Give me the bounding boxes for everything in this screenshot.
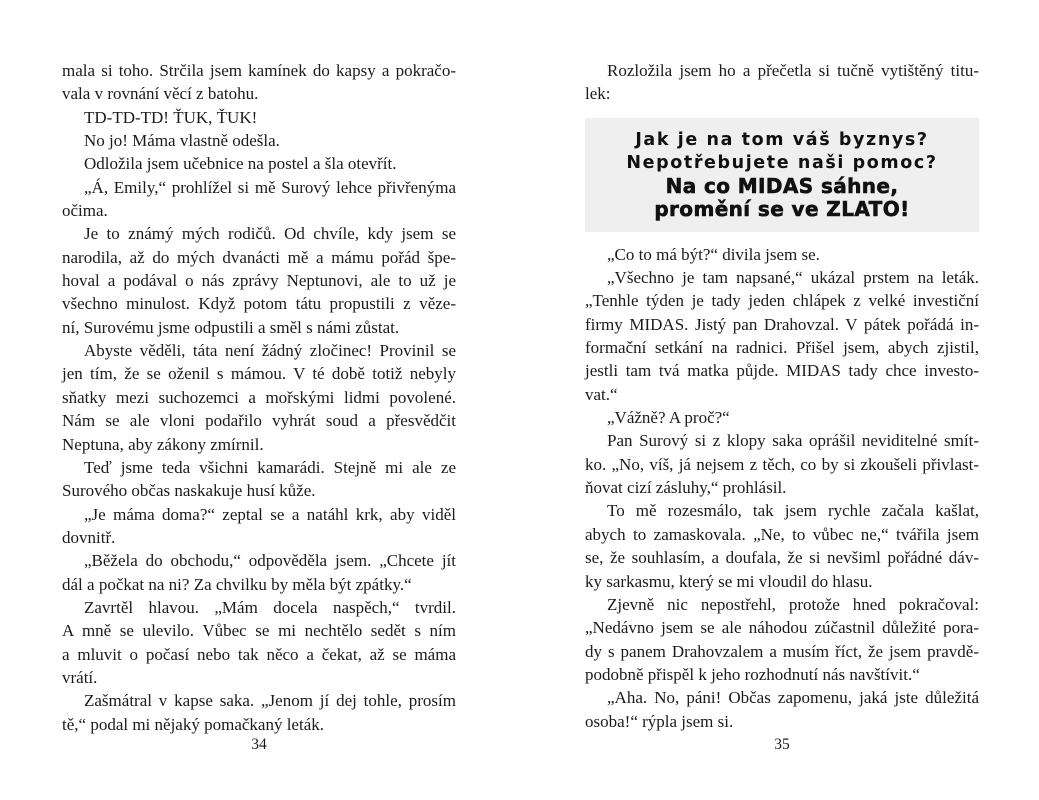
text-line: „Nedávno jsem se ale náhodou zúčastnil důležité pora- [585, 618, 979, 638]
right-page-text [585, 59, 979, 733]
text-line: podobně přispěl k jeho rozhodnutí nás navštívit.“ [585, 664, 920, 684]
text-line: Abyste věděli, táta není žádný zločinec! Provinil se [84, 341, 456, 361]
text-line: „Co to má být?“ divila jsem se. [607, 244, 820, 264]
paragraph [62, 106, 456, 129]
text-line: Zjevně nic nepostřehl, protože hned pokračoval: [607, 594, 979, 614]
text-line: dovnitř. [62, 527, 116, 547]
text-line: a mluvit o počasí nebo tak něco a čekat, až se máma [62, 644, 456, 664]
text-line: „Tenhle týden je tady jeden chlápek z velké investiční [585, 291, 979, 311]
paragraph [62, 152, 456, 175]
text-line: „Á, Emily,“ prohlížel si mě Surový lehce přivřenýma [84, 177, 456, 197]
text-line: Zašmátral v kapse saka. „Jenom jí dej tohle, prosím [84, 691, 456, 711]
paragraph [62, 222, 456, 339]
paragraph [62, 503, 456, 550]
text-line: tě,“ podal mi nějaký pomačkaný leták. [62, 714, 324, 734]
text-line: Teď jsme teda všichni kamarádi. Stejně mi ale ze [84, 457, 456, 477]
text-line: Je to známý mých rodičů. Od chvíle, kdy jsem se [84, 224, 456, 244]
text-line: lek: [585, 84, 611, 104]
page-number-right: 35 [774, 736, 790, 753]
text-line: Nám se ale vloni podařilo vyhrát soud a přesvědčit [62, 411, 456, 431]
text-line: „Běžela do obchodu,“ odpověděla jsem. „Chcete jít [84, 551, 456, 571]
text-line: TD-TD-TD! ŤUK, ŤUK! [84, 107, 258, 127]
text-line: Surového občas naskakuje husí kůže. [62, 481, 316, 501]
page-left [62, 0, 456, 800]
text-line: formační setkání na radnici. Přišel jsem, abych zjistil, [585, 338, 979, 358]
text-line: očima. [62, 201, 108, 221]
text-line: hoval a podával o nás zprávy Neptunovi, ale to už je [62, 271, 456, 291]
paragraph [585, 406, 979, 429]
paragraph [62, 456, 456, 503]
page-right [585, 0, 979, 800]
paragraph [585, 59, 979, 106]
text-line: Pan Surový si z klopy saka oprášil neviditelné smít- [607, 431, 979, 451]
text-line: vala v rovnání věcí z batohu. [62, 84, 259, 104]
paragraph [585, 686, 979, 733]
paragraph [585, 266, 979, 406]
text-line: Rozložila jsem ho a přečetla si tučně vytištěný titu- [607, 61, 979, 80]
text-line: Neptuna, aby zákony zmírnil. [62, 434, 264, 454]
text-line: „Všechno je tam napsané,“ ukázal prstem na leták. [607, 268, 979, 288]
text-line: sňatky mezi suchozemci a mořskými lidmi povolené. [62, 387, 456, 407]
text-line: „Aha. No, páni! Občas zapomenu, jaká jste důležitá [607, 688, 979, 708]
text-line: jestli tam tvá matka půjde. MIDAS tady chce investo- [585, 361, 979, 381]
paragraph [585, 499, 979, 592]
paragraph [62, 339, 456, 456]
text-line: mala si toho. Strčila jsem kamínek do kapsy a pokračo- [62, 61, 456, 80]
paragraph [62, 596, 456, 689]
text-line: ky sarkasmu, který se mi vloudil do hlasu. [585, 571, 873, 591]
page-number-left: 34 [251, 736, 267, 753]
paragraph [62, 129, 456, 152]
text-line: ko. „No, víš, já nejsem z těch, co by si zkoušeli přivlast- [585, 454, 979, 474]
text-line: se, že souhlasím, a doufala, že si nevšiml pořádné dáv- [585, 548, 979, 568]
text-line: ňovat cizí zásluhy,“ prohlásil. [585, 478, 787, 498]
text-line: abych to zamaskovala. „Ne, to vůbec ne,“ tvářila jsem [585, 524, 979, 544]
text-line: To mě rozesmálo, tak jsem rychle začala kašlat, [607, 501, 979, 521]
flyer-line: Jak je na tom váš byznys? [635, 129, 929, 150]
paragraph [62, 549, 456, 596]
flyer-box [585, 118, 979, 232]
text-line: vrátí. [62, 667, 98, 687]
text-line: dál a počkat na ni? Za chvilku by měla být zpátky.“ [62, 574, 412, 594]
text-line: všechno minulost. Když potom tátu propustili z věze- [62, 294, 456, 314]
text-line: narodila, až do mých dvanácti mě a mámu pořád špe- [62, 247, 456, 267]
text-line: „Vážně? A proč?“ [607, 408, 730, 428]
text-line: Zavrtěl hlavou. „Mám docela naspěch,“ tvrdil. [84, 597, 456, 617]
text-line: vat.“ [585, 384, 618, 404]
text-line: dy s panem Drahovzalem a musím říct, že jsem pravdě- [585, 641, 979, 661]
paragraph [585, 243, 979, 266]
text-line: jen tím, že se oženil s mámou. V té době totiž nebyly [62, 364, 456, 384]
left-page-text [62, 59, 456, 736]
paragraph [62, 176, 456, 223]
text-line: „Je máma doma?“ zeptal se a natáhl krk, aby viděl [84, 504, 456, 524]
text-line: osoba!“ rýpla jsem si. [585, 711, 734, 731]
paragraph [585, 593, 979, 686]
text-line: Odložila jsem učebnice na postel a šla otevřít. [84, 154, 397, 174]
flyer-line: Nepotřebujete naši pomoc? [626, 152, 938, 173]
text-line: A mně se ulevilo. Vůbec se mi nechtělo sedět s ním [62, 621, 456, 641]
paragraph [62, 59, 456, 106]
flyer-line: promění se ve ZLATO! [654, 196, 910, 221]
paragraph [62, 689, 456, 736]
flyer-line: Na co MIDAS sáhne, [665, 173, 899, 198]
text-line: ní, Surovému jsme odpustili a směl s námi zůstat. [62, 317, 400, 337]
text-line: No jo! Máma vlastně odešla. [84, 131, 280, 151]
text-line: firmy MIDAS. Jistý pan Drahovzal. V pátek pořádá in- [585, 314, 979, 334]
paragraph [585, 429, 979, 499]
